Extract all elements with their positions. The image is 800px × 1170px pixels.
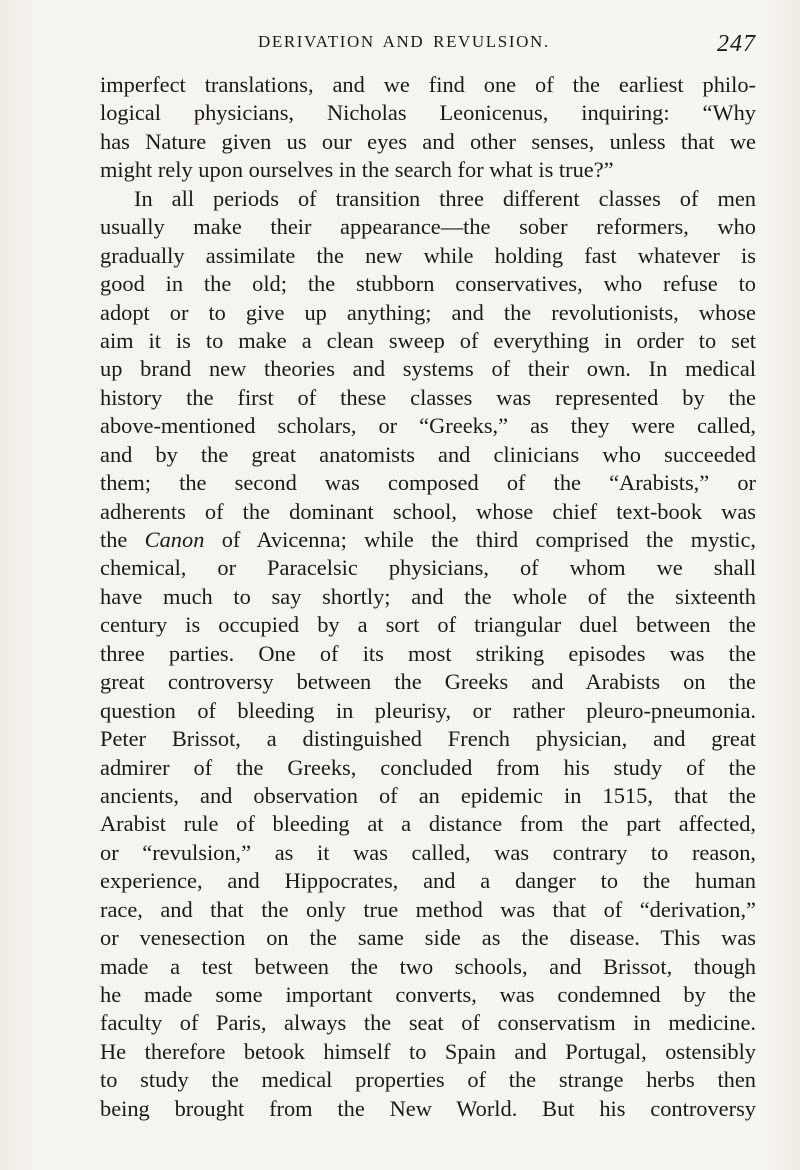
text-line: to study the medical properties of the strange herbs then (100, 1067, 756, 1093)
body-text (100, 71, 756, 1123)
text-line: history the first of these classes was represented by the (100, 384, 756, 410)
italic-title: Canon (144, 527, 205, 552)
text-line: chemical, or Paracelsic physicians, of whom we shall (100, 555, 756, 581)
text-line: adopt or to give up anything; and the revolutionists, whose (100, 299, 756, 325)
text-line: or “revulsion,” as it was called, was contrary to reason, (100, 839, 756, 865)
text-line: three parties. One of its most striking episodes was the (100, 640, 756, 666)
text-line: logical physicians, Nicholas Leonicenus, inquiring: “Why (100, 100, 756, 126)
text-line: made a test between the two schools, and Brissot, though (100, 953, 756, 979)
page-number: 247 (717, 31, 756, 57)
text-line: might rely upon ourselves in the search for what is true?” (100, 157, 614, 183)
text-line: century is occupied by a sort of triangular duel between the (100, 612, 756, 638)
running-title: DERIVATION AND REVULSION. (258, 32, 550, 51)
text-line: He therefore betook himself to Spain and Portugal, ostensibly (100, 1038, 756, 1064)
text-line: Peter Brissot, a distinguished French physician, and great (100, 726, 756, 752)
text-line: ancients, and observation of an epidemic in 1515, that the (100, 782, 756, 808)
text-line: he made some important converts, was condemned by the (100, 982, 756, 1007)
text-line: adherents of the dominant school, whose chief text-book was (100, 498, 756, 524)
text-line: race, and that the only true method was that of “derivation,” (100, 896, 756, 922)
text-line: Arabist rule of bleeding at a distance from the part affected, (100, 811, 756, 837)
text-line: great controversy between the Greeks and Arabists on the (100, 669, 756, 695)
text-line: aim it is to make a clean sweep of everything in order to set (100, 327, 756, 353)
text-line: has Nature given us our eyes and other senses, unless that we (100, 128, 756, 154)
text-line: imperfect translations, and we find one of the earliest philo- (100, 72, 756, 97)
text-line: have much to say shortly; and the whole of the sixteenth (100, 583, 756, 609)
text-line: faculty of Paris, always the seat of conservatism in medicine. (100, 1010, 756, 1036)
text-line: up brand new theories and systems of their own. In medical (100, 356, 756, 382)
text-line-with-italic (100, 526, 756, 554)
text-line: gradually assimilate the new while holding fast whatever is (100, 242, 756, 268)
text-line: usually make their appearance—the sober reformers, who (100, 214, 756, 240)
text-line: experience, and Hippocrates, and a danger to the human (100, 868, 756, 894)
text-line: admirer of the Greeks, concluded from his study of the (100, 754, 756, 780)
text-line: good in the old; the stubborn conservatives, who refuse to (100, 271, 756, 297)
running-head (100, 32, 756, 58)
text-line: being brought from the New World. But his controversy (100, 1095, 756, 1121)
text-line: question of bleeding in pleurisy, or rather pleuro-pneumonia. (100, 697, 756, 723)
text-line: them; the second was composed of the “Arabists,” or (100, 470, 756, 496)
text-line: above-mentioned scholars, or “Greeks,” as they were called, (100, 413, 756, 439)
text-fragment: the (100, 527, 145, 552)
text-line: or venesection on the same side as the disease. This was (100, 925, 756, 951)
paragraph-start-line: In all periods of transition three different classes of men (134, 185, 756, 211)
text-line: and by the great anatomists and clinicians who succeeded (100, 441, 756, 467)
text-fragment: of Avicenna; while the third comprised the mystic, (204, 527, 756, 552)
